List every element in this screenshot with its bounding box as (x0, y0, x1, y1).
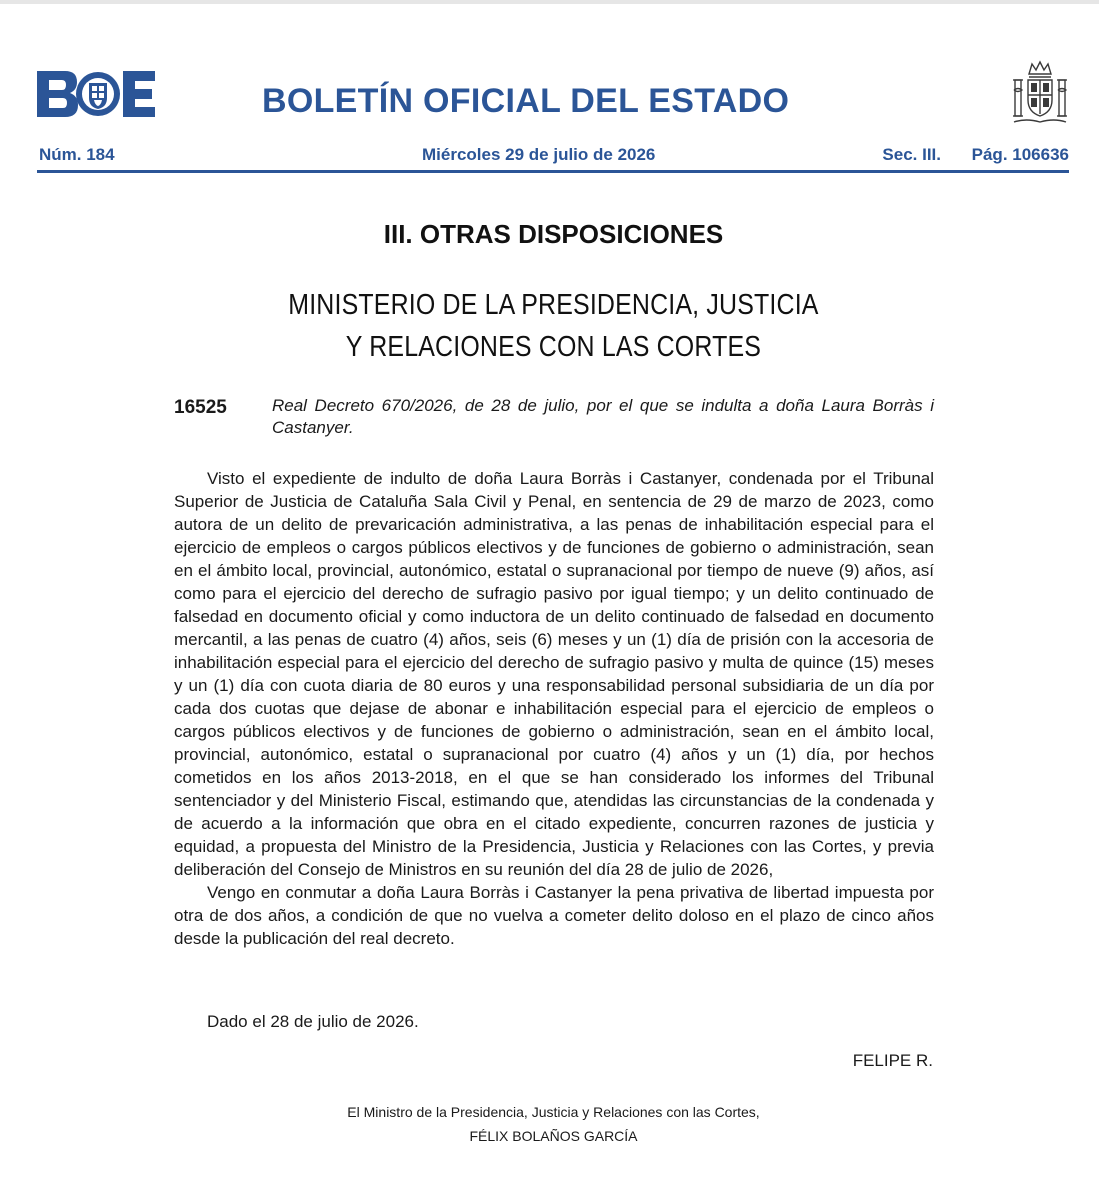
issue-number: Núm. 184 (39, 145, 115, 164)
section-title: III. OTRAS DISPOSICIONES (383, 219, 724, 249)
issue-date: Miércoles 29 de julio de 2026 (422, 145, 656, 164)
top-border (0, 0, 1099, 4)
king-signature: FELIPE R. (852, 1051, 933, 1070)
body-paragraph-1: Visto el expediente de indulto de doña Laura Borràs i Castanyer, condenada por el Tribunal Superior de Justicia de Cataluña Sala Civil y Penal, en sentencia de 29 de marzo de 2023, como autora de un delito de prevaricación administrativa, a las penas de inhabilitación especial para el ejercicio de empleos o cargos públicos electivos y de funciones de gobierno o administración, sean en el ámbito local, provincial, autonómico, estatal o supranacional por tiempo de nueve (9) años, así como para el ejercicio del derecho de sufragio pasivo por igual tiempo; y un delito continuado de falsedad en documento oficial y como inductora de un delito continuado de falsedad en documento mercantil, a las penas de cuatro (4) años, seis (6) meses y un (1) día de prisión con la accesoria de inhabilitación especial para el ejercicio del derecho de sufragio pasivo y multa de quince (15) meses y un (1) día con cuota diaria de 80 euros y una responsabilidad personal subsidiaria de un día por cada dos cuotas que dejase de abonar e inhabilitación especial para el ejercicio de empleos o cargos públicos electivos y de funciones de gobierno o administración, sean en el ámbito local, provincial, autonómico, estatal o supranacional por cuatro (4) años y un (1) día, por hechos cometidos en los años 2013-2018, en el que se han considerado los informes del Tribunal sentenciador y del Ministerio Fiscal, estimando que, atendidas las circunstancias de la condenada y de acuerdo a la información que obra en el citado expediente, concurren razones de justicia y equidad, a propuesta del Ministro de la Presidencia, Justicia y Relaciones con las Cortes, y previa deliberación del Consejo de Ministros en su reunión del día 28 de julio de 2026, (174, 469, 934, 879)
entry-number: 16525 (174, 397, 227, 418)
ministry-line-1: MINISTERIO DE LA PRESIDENCIA, JUSTICIA (288, 289, 819, 321)
ministry-line-2: Y RELACIONES CON LAS CORTES (345, 331, 762, 363)
ministry-heading (77, 284, 1029, 368)
minister-signature (0, 1100, 1099, 1148)
issue-info-bar (37, 145, 1069, 173)
boe-header (37, 68, 1069, 128)
minister-title: El Ministro de la Presidencia, Justicia y Relaciones con las Cortes, (347, 1104, 760, 1120)
section-label: Sec. III. (882, 145, 941, 164)
date-given: Dado el 28 de julio de 2026. (207, 1012, 419, 1031)
body-paragraph-2: Vengo en conmutar a doña Laura Borràs i Castanyer la pena privativa de libertad impuesta por otra de dos años, a condición de que no vuelva a cometer delito doloso en el plazo de cinco años desde la publicación del real decreto. (174, 883, 934, 948)
header-divider (37, 170, 1069, 173)
page-number: Pág. 106636 (971, 145, 1069, 164)
minister-name: FÉLIX BOLAÑOS GARCÍA (469, 1128, 638, 1144)
decree-body (174, 467, 934, 950)
boe-logo-icon (37, 71, 155, 117)
masthead-title: BOLETÍN OFICIAL DEL ESTADO (262, 82, 790, 120)
entry-title: Real Decreto 670/2026, de 28 de julio, por el que se indulta a doña Laura Borràs i Castanyer. (272, 396, 934, 437)
coat-of-arms-icon (1011, 60, 1069, 126)
